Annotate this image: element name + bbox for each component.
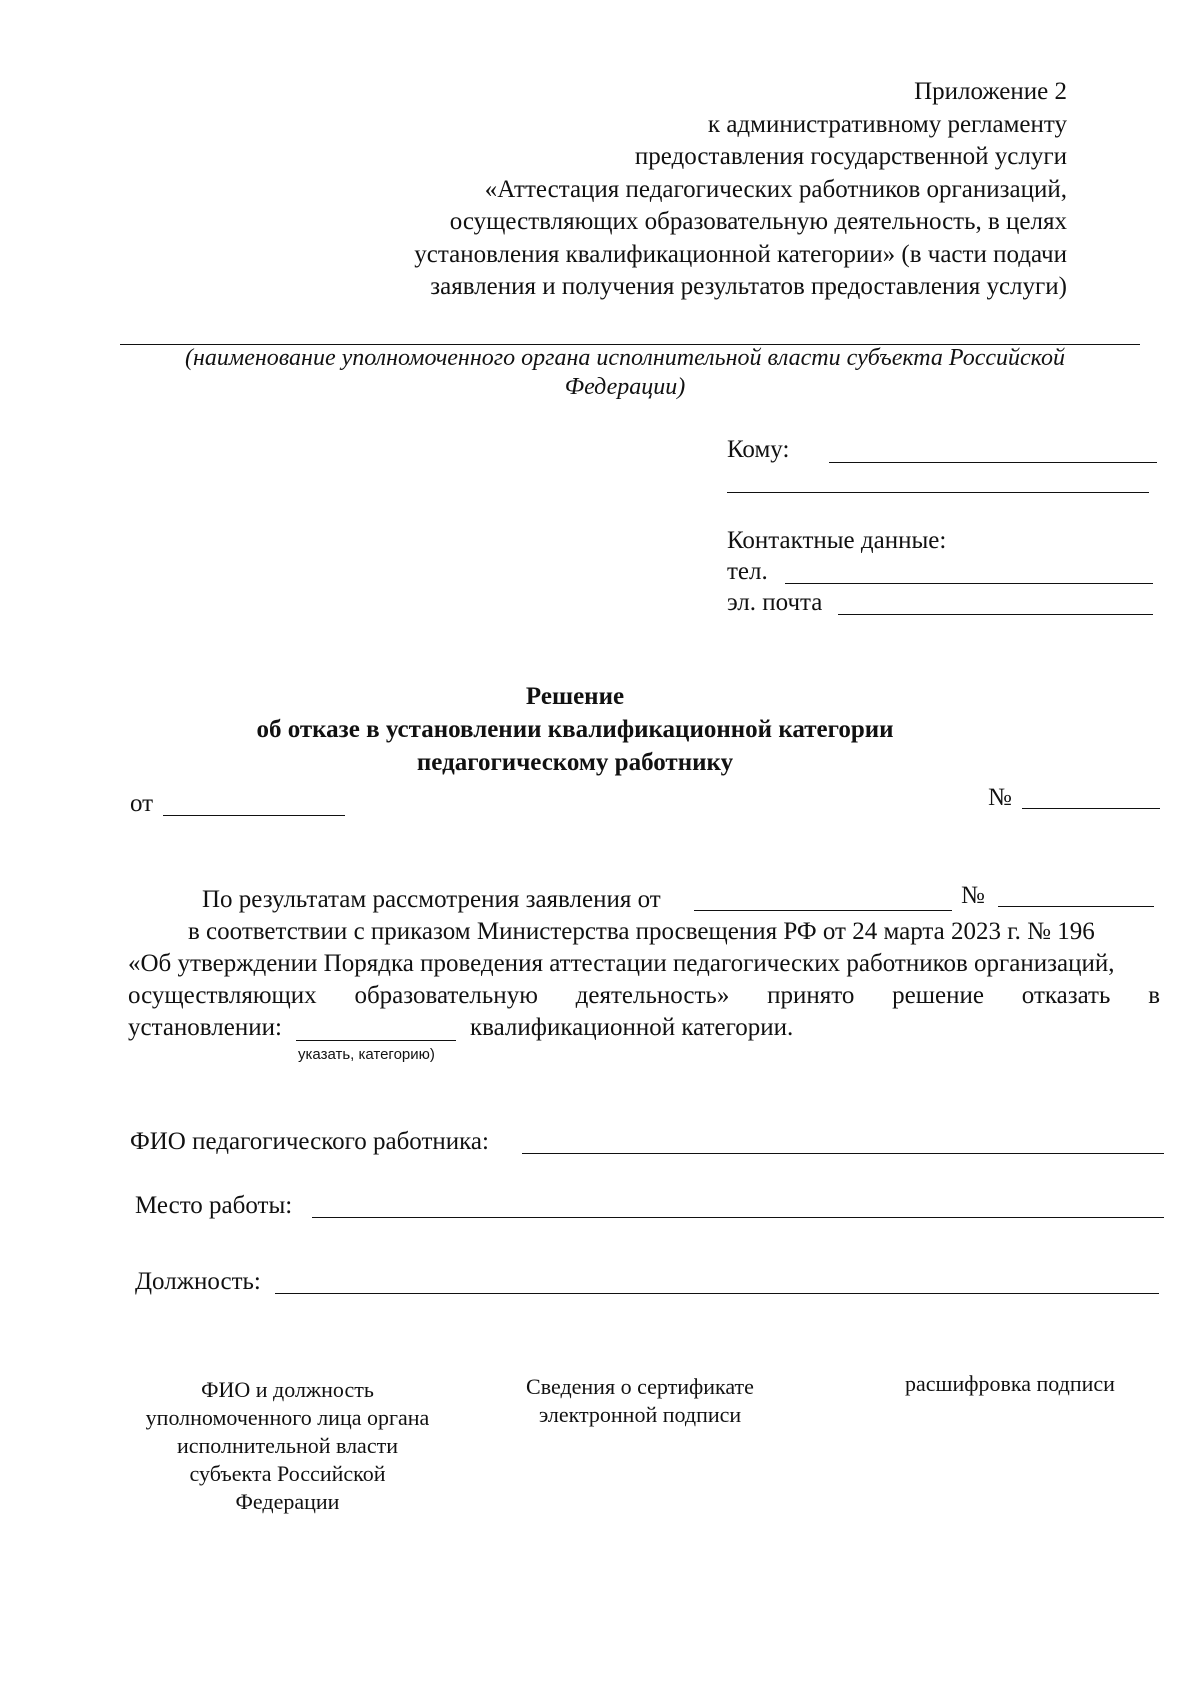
appendix-header [367, 76, 1067, 304]
signature-certificate-column [490, 1373, 790, 1429]
title-line: Решение [525, 683, 625, 710]
signature-decryption-line: расшифровка подписи [905, 1371, 1115, 1396]
appendix-line: заявления и получения результатов предоставления услуги) [430, 273, 1067, 300]
position-label: Должность: [135, 1268, 261, 1295]
signature-official-line: ФИО и должность [201, 1377, 374, 1402]
authority-caption [110, 344, 1140, 402]
recipient-name-line-2[interactable] [727, 492, 1149, 493]
application-date-line[interactable] [694, 910, 952, 911]
body-line-4: осуществляющих образовательную деятельность» принято решение отказать в [128, 982, 1160, 1009]
signature-certificate-line: Сведения о сертификате [526, 1374, 754, 1399]
authority-caption-line: (наименование уполномоченного органа исполнительной власти субъекта Российской [185, 345, 1065, 371]
date-from-label: от [130, 790, 154, 817]
category-line[interactable] [296, 1040, 456, 1041]
decision-date-line[interactable] [163, 815, 345, 816]
signature-decryption-column [860, 1370, 1160, 1398]
phone-label: тел. [727, 558, 768, 585]
workplace-line[interactable] [312, 1217, 1164, 1218]
decision-title [0, 680, 1150, 779]
body-line-5-start: установлении: [128, 1014, 282, 1041]
appendix-line: осуществляющих образовательную деятельность, в целях [449, 208, 1067, 235]
appendix-line: установления квалификационной категории» (в части подачи [414, 240, 1067, 268]
body-line-1-start: По результатам рассмотрения заявления от [202, 886, 661, 913]
signature-official-line: уполномоченного лица органа [145, 1405, 430, 1430]
teacher-fio-line[interactable] [522, 1153, 1164, 1154]
recipient-to-label: Кому: [727, 436, 790, 463]
signature-official-line: Федерации [235, 1489, 340, 1514]
teacher-fio-label: ФИО педагогического работника: [130, 1128, 489, 1155]
body-line-2: в соответствии с приказом Министерства просвещения РФ от 24 марта 2023 г. № 196 [188, 918, 1095, 945]
title-line: об отказе в установлении квалификационной категории [256, 716, 894, 743]
signature-official-line: субъекта Российской [189, 1461, 386, 1486]
decision-number-label: № [988, 784, 1012, 811]
appendix-line: Приложение 2 [914, 78, 1067, 105]
signature-official-column [120, 1376, 455, 1516]
authority-caption-line: Федерации) [564, 374, 686, 400]
category-hint: указать, категорию) [298, 1046, 435, 1063]
phone-line[interactable] [785, 583, 1153, 584]
body-line-1-number: № [961, 882, 985, 909]
appendix-line: предоставления государственной услуги [634, 143, 1067, 170]
contacts-label: Контактные данные: [727, 527, 947, 554]
position-line[interactable] [275, 1293, 1159, 1294]
application-number-line[interactable] [998, 906, 1154, 907]
signature-certificate-line: электронной подписи [538, 1402, 742, 1427]
title-line: педагогическому работнику [416, 749, 734, 776]
appendix-line: «Аттестация педагогических работников организаций, [484, 175, 1067, 203]
body-line-3: «Об утверждении Порядка проведения аттестации педагогических работников организаций, [128, 950, 1115, 977]
signature-official-line: исполнительной власти [177, 1433, 398, 1458]
appendix-line: к административному регламенту [707, 110, 1067, 138]
body-line-5-end: квалификационной категории. [470, 1014, 794, 1041]
recipient-name-line-1[interactable] [829, 462, 1157, 463]
workplace-label: Место работы: [135, 1192, 293, 1219]
email-line[interactable] [838, 614, 1153, 615]
decision-number-line[interactable] [1022, 808, 1160, 809]
email-label: эл. почта [727, 589, 823, 616]
